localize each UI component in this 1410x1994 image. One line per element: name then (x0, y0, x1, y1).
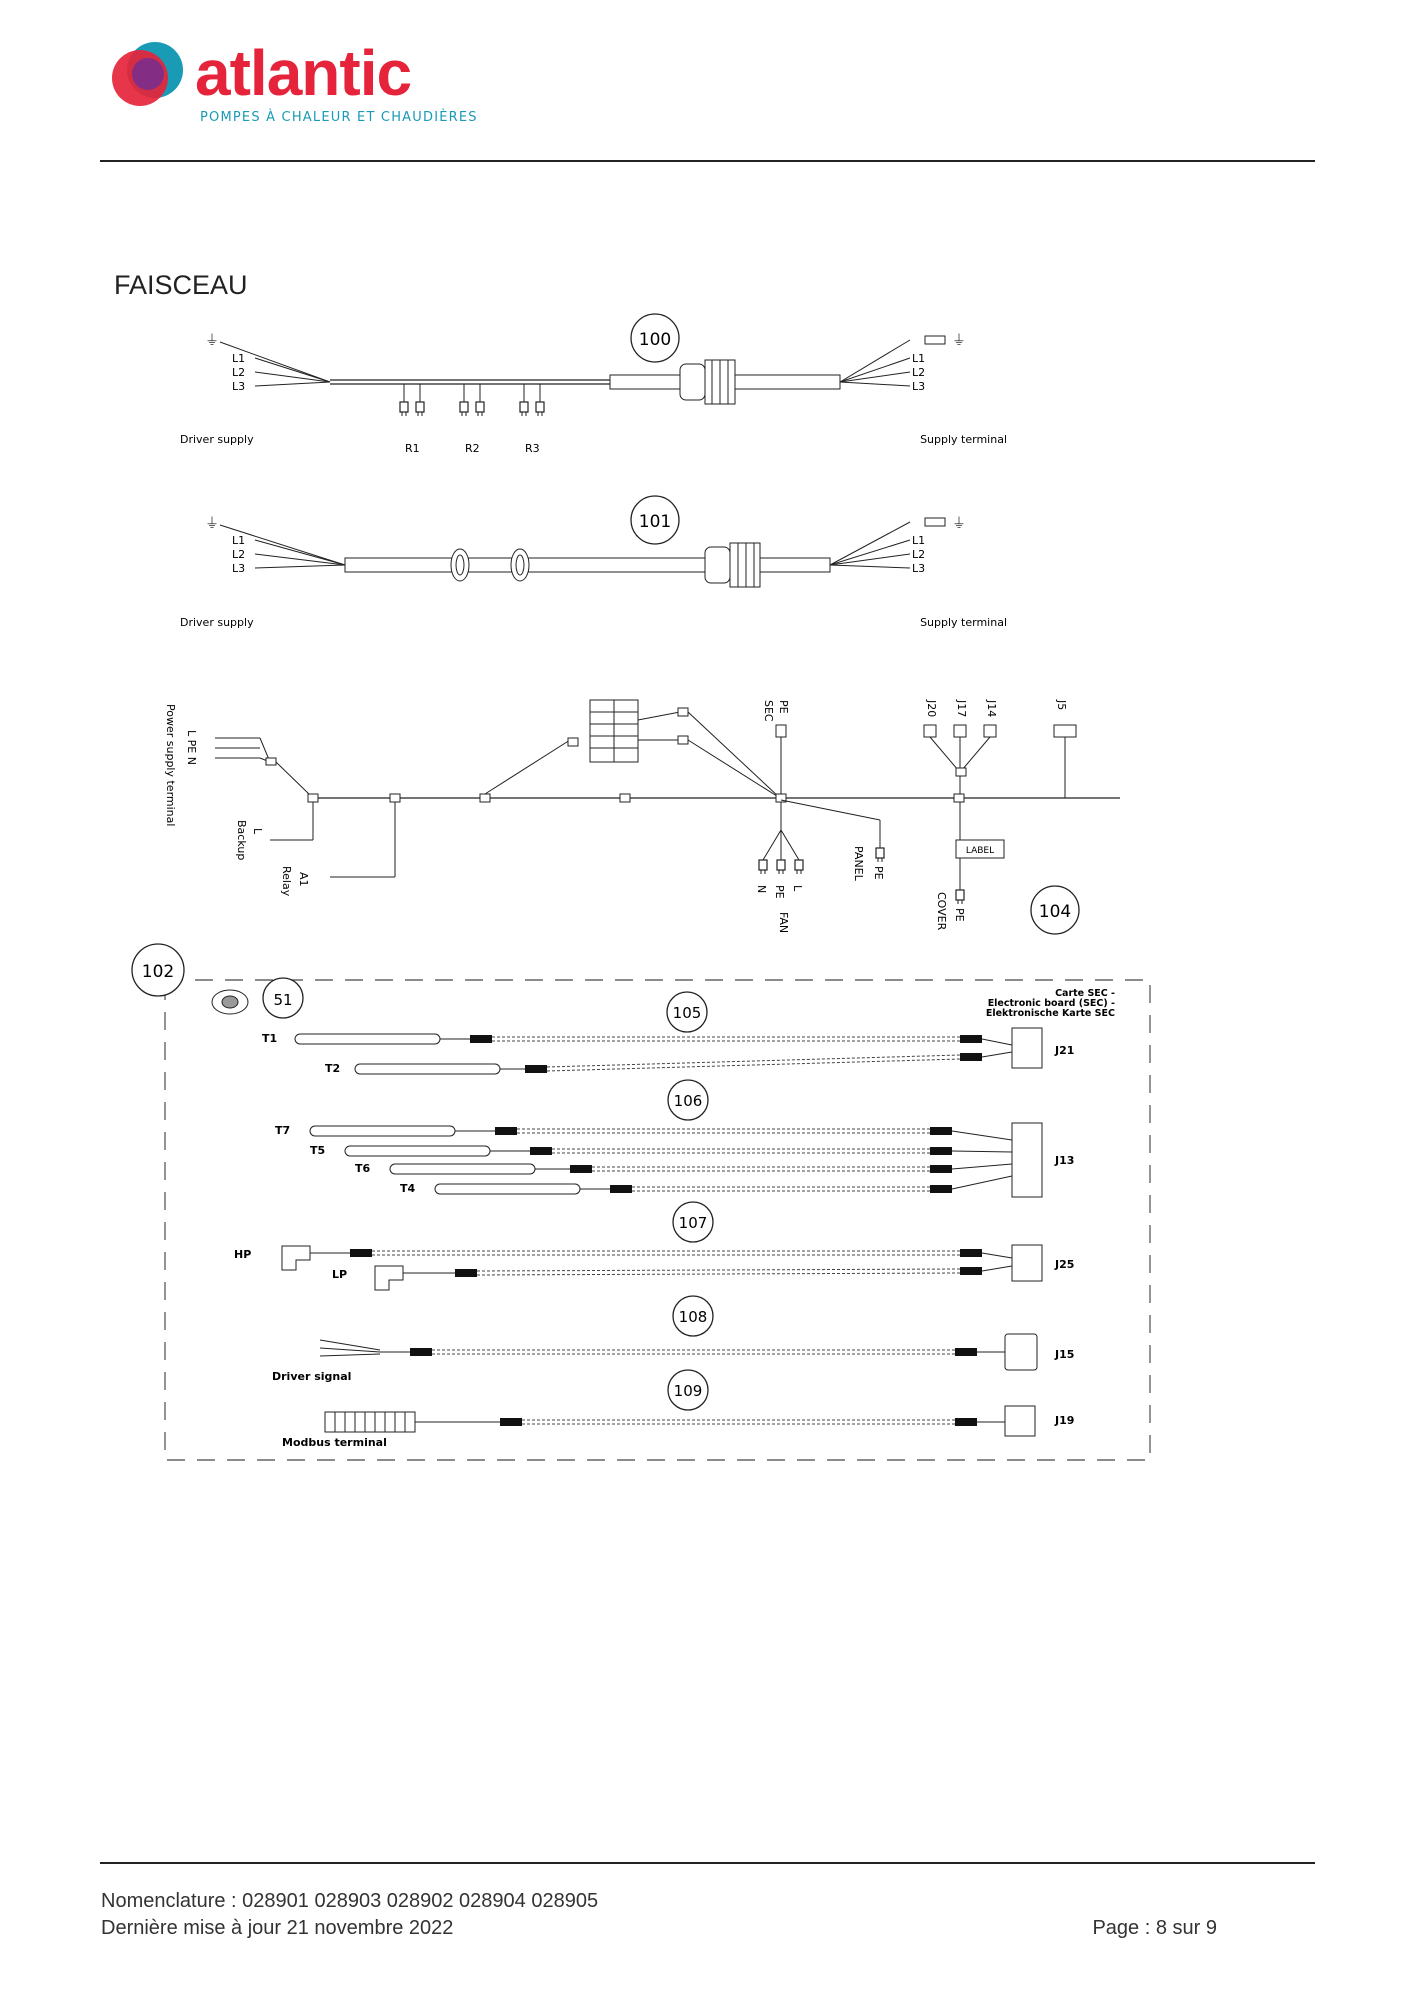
sensor-t1: T1 (262, 1032, 278, 1045)
h104-j20: J20 (925, 700, 938, 718)
footer-updated: Dernière mise à jour 21 novembre 2022 (101, 1917, 454, 1939)
h100-r3: R3 (525, 442, 540, 455)
sensor-hp: HP (234, 1248, 252, 1261)
h104-backup-l: L (251, 828, 264, 835)
section-title: FAISCEAU (114, 270, 248, 300)
callout-101-text: 101 (638, 512, 672, 532)
ground-right-100-icon: ⏚ (952, 333, 966, 349)
h104-power-supply: Power supply terminal (164, 704, 177, 827)
callout-102-text: 102 (141, 962, 175, 982)
h104-l-fan: L (791, 885, 804, 892)
h104-sec: SEC (762, 700, 775, 722)
callout-108-text: 108 (678, 1308, 708, 1326)
h100-r2: R2 (465, 442, 480, 455)
connector-j19: J19 (1055, 1414, 1075, 1427)
modbus-terminal-label: Modbus terminal (282, 1436, 387, 1449)
h104-cover: COVER (935, 892, 948, 931)
h104-backup: Backup (235, 820, 248, 861)
h101-supply-terminal: Supply terminal (920, 616, 1007, 629)
h104-panel: PANEL (852, 846, 865, 881)
sensor-t5: T5 (310, 1144, 326, 1157)
connector-j13: J13 (1055, 1154, 1075, 1167)
h104-j5: J5 (1055, 700, 1068, 711)
h101-left-l3: L3 (232, 562, 246, 575)
h104-pe-panel: PE (872, 866, 885, 880)
callout-51-text: 51 (273, 991, 293, 1009)
logo-mark-icon (110, 38, 190, 118)
ground-left-101-icon: ⏚ (205, 516, 219, 532)
sensor-t4: T4 (400, 1182, 416, 1195)
h100-right-l3: L3 (912, 380, 926, 393)
board-line-3: Elektronische Karte SEC (985, 1008, 1115, 1019)
atlantic-logo (110, 36, 490, 136)
h104-relay: Relay (280, 866, 293, 897)
callout-106-text: 106 (673, 1092, 703, 1110)
h100-r1: R1 (405, 442, 420, 455)
driver-signal-label: Driver signal (272, 1370, 352, 1383)
h104-fan: FAN (777, 912, 790, 934)
header-divider (100, 160, 1315, 162)
callout-107-text: 107 (678, 1214, 708, 1232)
h104-pe-fan: PE (773, 885, 786, 899)
footer-nomenclature: Nomenclature : 028901 028903 028902 028904 028905 (101, 1890, 599, 1912)
h100-driver-supply: Driver supply (180, 433, 254, 446)
sensor-lp: LP (332, 1268, 348, 1281)
board-line-1: Carte SEC - (1055, 988, 1115, 999)
h104-j14: J14 (985, 700, 998, 718)
connector-j25: J25 (1055, 1258, 1075, 1271)
sensor-t2: T2 (325, 1062, 341, 1075)
h104-l-pe-n: L PE N (185, 730, 198, 765)
h100-left-l1: L1 (232, 352, 246, 365)
footer-divider (100, 1862, 1315, 1864)
h101-right-l3: L3 (912, 562, 926, 575)
sensor-harness-block (132, 944, 1150, 1460)
h101-right-l1: L1 (912, 534, 926, 547)
harness-100 (180, 314, 1007, 455)
h100-right-l2: L2 (912, 366, 926, 379)
ground-right-101-icon: ⏚ (952, 516, 966, 532)
harness-101 (180, 496, 1007, 629)
footer-page-number: Page : 8 sur 9 (1092, 1917, 1217, 1939)
harness-diagram (120, 300, 1180, 1470)
h104-label: LABEL (965, 846, 995, 856)
h100-right-l1: L1 (912, 352, 926, 365)
brand-tagline: POMPES À CHALEUR ET CHAUDIÈRES (200, 110, 478, 125)
callout-105-text: 105 (672, 1004, 702, 1022)
connector-j15: J15 (1055, 1348, 1075, 1361)
callout-109-text: 109 (673, 1382, 703, 1400)
h100-supply-terminal: Supply terminal (920, 433, 1007, 446)
h100-left-l2: L2 (232, 366, 246, 379)
callout-104-text: 104 (1038, 902, 1072, 922)
ground-left-100-icon: ⏚ (205, 333, 219, 349)
h101-right-l2: L2 (912, 548, 926, 561)
h101-left-l1: L1 (232, 534, 246, 547)
callout-100-text: 100 (638, 330, 672, 350)
h104-j17: J17 (955, 700, 968, 718)
h104-a1: A1 (297, 872, 310, 887)
sensor-t7: T7 (275, 1124, 291, 1137)
sensor-t6: T6 (355, 1162, 371, 1175)
h101-driver-supply: Driver supply (180, 616, 254, 629)
connector-j21: J21 (1055, 1044, 1075, 1057)
harness-104 (164, 699, 1120, 934)
h100-left-l3: L3 (232, 380, 246, 393)
h104-pe-cover: PE (953, 908, 966, 922)
brand-name: atlantic (195, 37, 412, 109)
board-line-2: Electronic board (SEC) - (987, 998, 1115, 1009)
h104-n: N (755, 885, 768, 894)
h104-pe-top: PE (777, 700, 790, 714)
h101-left-l2: L2 (232, 548, 246, 561)
